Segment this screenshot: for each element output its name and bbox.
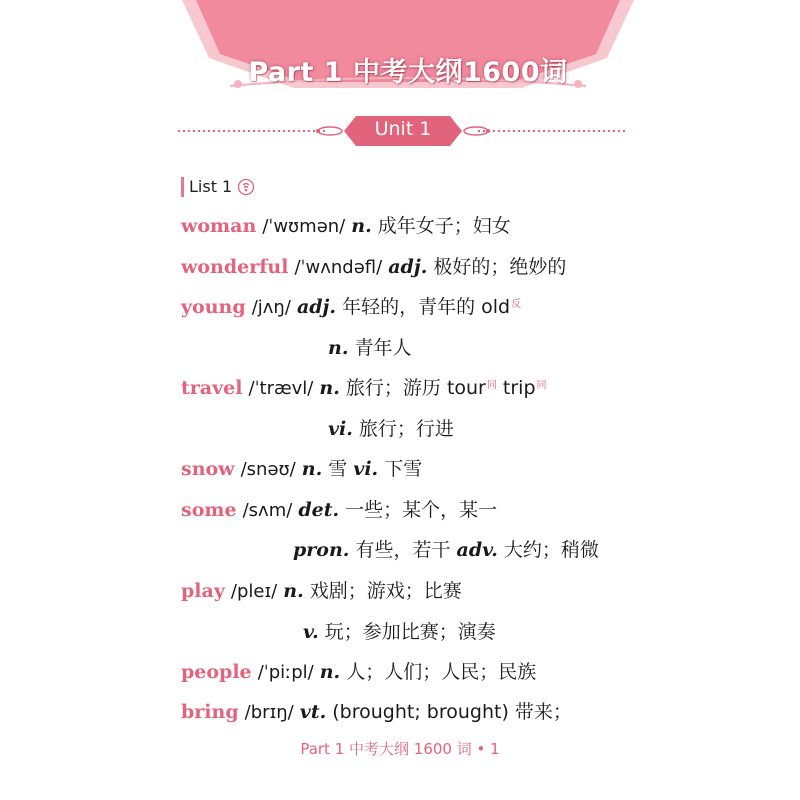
synonym-tag: 同: [486, 380, 497, 391]
phonetic: /ˈwʌndəfl/: [294, 257, 383, 278]
part-of-speech: adj.: [296, 296, 337, 318]
definition: 有些，若干: [355, 539, 451, 561]
entry-people: [181, 659, 536, 686]
unit-label: Unit 1: [374, 118, 432, 140]
entry-young: [181, 294, 521, 321]
definition: 戏剧；游戏；比赛: [309, 580, 462, 602]
headword: play: [181, 580, 225, 602]
part-of-speech: adv.: [456, 539, 498, 561]
unit-ribbon: [178, 114, 628, 148]
entry-play: [181, 578, 462, 605]
audio-icon[interactable]: [237, 178, 255, 196]
part-of-speech: adj.: [388, 256, 428, 278]
phonetic: /snəʊ/: [240, 459, 296, 480]
definition: 雪: [328, 458, 348, 480]
definition: 人；人们；人民；民族: [346, 661, 537, 683]
definition: 一些；某个，某一: [345, 499, 498, 521]
list-label: List 1: [189, 177, 233, 196]
definition: 下雪: [384, 458, 423, 480]
page-footer: Part 1 中考大纲 1600 词 • 1: [300, 740, 500, 758]
entry-play-sense-2: [303, 619, 496, 645]
phonetic: /ˈwʊmən/: [262, 216, 346, 237]
definition: trip: [502, 377, 536, 399]
part-of-speech: vi.: [328, 418, 353, 440]
part-of-speech: n.: [283, 580, 304, 602]
part-of-speech: vt.: [299, 701, 327, 723]
definition: 旅行；行进: [358, 418, 454, 440]
headword: snow: [181, 458, 235, 480]
headword: bring: [181, 701, 239, 723]
definition: 极好的；绝妙的: [433, 256, 567, 278]
part-of-speech: n.: [351, 215, 372, 237]
entry-snow: [181, 456, 422, 483]
entry-some: [181, 497, 497, 524]
entry-bring: [181, 699, 572, 726]
entry-some-sense-2: [293, 537, 599, 563]
headword: people: [181, 661, 252, 683]
headword: travel: [181, 377, 243, 399]
definition: 青年人: [354, 337, 412, 359]
definition: (brought; brought) 带来；: [332, 701, 572, 723]
phonetic: /ˈpiːpl/: [257, 662, 314, 683]
definition: 玩；参加比赛；演奏: [324, 621, 496, 643]
part-of-speech: n.: [301, 458, 323, 480]
headword: woman: [181, 215, 257, 237]
definition: 旅行；游历 tour: [345, 377, 486, 399]
part-of-speech: n.: [328, 337, 349, 359]
part-of-speech: pron.: [293, 539, 350, 561]
part-of-speech: det.: [298, 499, 340, 521]
definition: 大约；稍微: [503, 539, 599, 561]
synonym-tag: 同: [536, 380, 547, 391]
part-of-speech: vi.: [353, 458, 379, 480]
definition: 年轻的，青年的 old: [342, 296, 511, 318]
entry-travel: [181, 375, 547, 402]
part-of-speech: v.: [303, 621, 319, 643]
entry-travel-sense-2: [328, 416, 454, 442]
headword: some: [181, 499, 237, 521]
phonetic: /pleɪ/: [230, 581, 278, 602]
antonym-tag: 反: [511, 299, 522, 310]
entry-wonderful: [181, 254, 566, 281]
page-title: Part 1 中考大纲1600词: [248, 57, 568, 88]
phonetic: /sʌm/: [242, 500, 293, 521]
definition: 成年女子；妇女: [377, 215, 511, 237]
phonetic: /ˈtrævl/: [248, 378, 314, 399]
phonetic: /brɪŋ/: [244, 702, 294, 723]
header-banner: [182, 0, 634, 95]
part-of-speech: n.: [319, 377, 340, 399]
entry-young-sense-2: [328, 335, 412, 361]
headword: young: [181, 296, 246, 318]
list-marker: [181, 177, 184, 197]
phonetic: /jʌŋ/: [251, 297, 291, 318]
headword: wonderful: [181, 256, 289, 278]
entry-woman: [181, 213, 511, 240]
part-of-speech: n.: [319, 661, 341, 683]
